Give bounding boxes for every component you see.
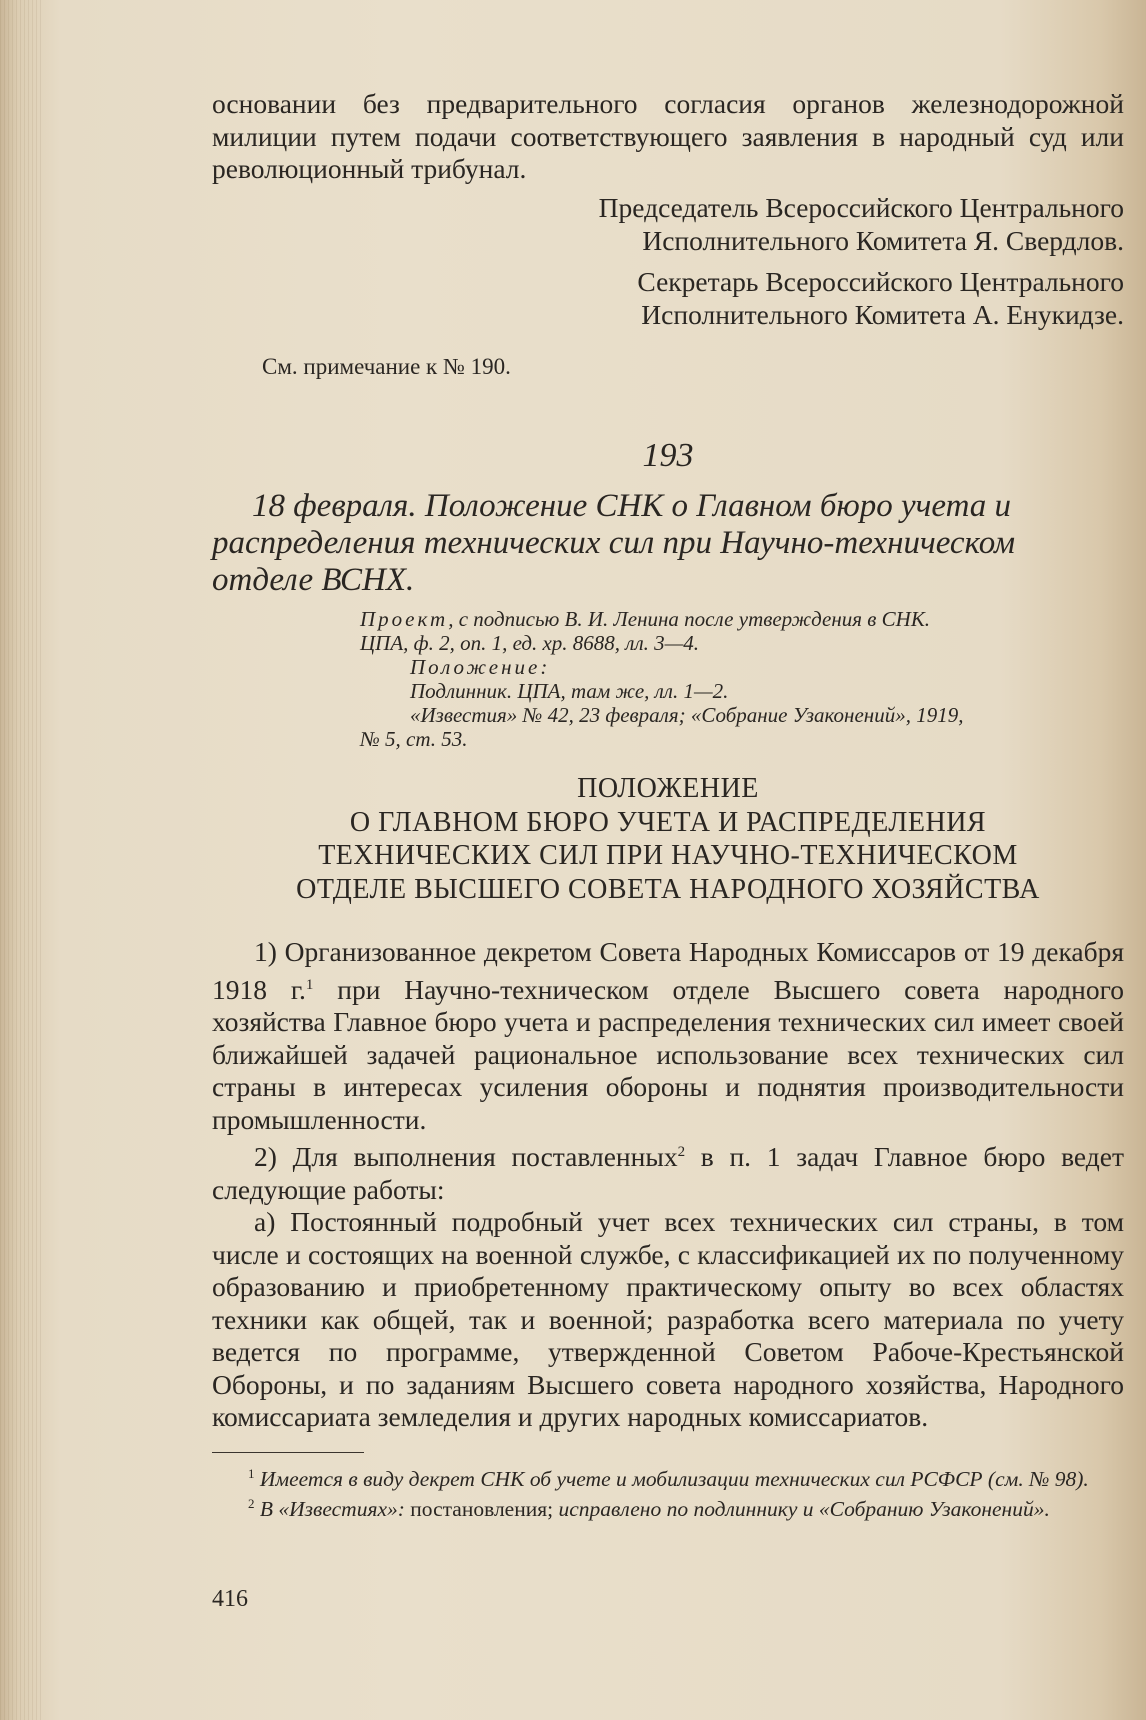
signature-secretary-line1: Секретарь Всероссийского Центрального <box>637 266 1124 297</box>
footnote-2 <box>212 1492 1124 1522</box>
top-paragraph-text: основании без предварительного согласия органов железнодорожной милиции путем подачи соответствующего заявления в народный суд или революционный трибунал. <box>212 88 1124 184</box>
paragraph-1-text-b: при Научно-техническом отделе Высшего совета народного хозяйства Главное бюро учета и распределения технических сил имеет своей ближайшей задачей рациональное использование всех технических сил страны в интересах усиления обороны и поднятия производительности промышленности. <box>212 973 1124 1135</box>
footnote-2-mark: 2 <box>248 1495 255 1511</box>
footnote-1-mark: 1 <box>248 1466 255 1481</box>
footnote-2-mid: постановления; <box>410 1496 554 1521</box>
source-regulation <box>410 656 1124 680</box>
paragraph-1-text-a: 1) Организованное декретом Совета Народных Комиссаров от 19 декабря 1918 г. <box>212 936 1124 1005</box>
footnote-ref-1: 1 <box>305 976 314 993</box>
signature-secretary-line2: Исполнительного Комитета А. Енукидзе. <box>641 298 1124 330</box>
document-title <box>212 488 1124 599</box>
footnote-2-pre: В «Известиях»: <box>259 1496 405 1521</box>
source-notes <box>360 608 1124 632</box>
see-note: См. примечание к № 190. <box>262 354 511 379</box>
source-project <box>360 608 1124 632</box>
heading-line-3: ТЕХНИЧЕСКИХ СИЛ ПРИ НАУЧНО-ТЕХНИЧЕСКОМ <box>318 840 1018 871</box>
source-publication-2: № 5, ст. 53. <box>360 727 468 751</box>
source-regulation-label: Положение: <box>410 655 551 679</box>
regulation-heading <box>212 772 1124 906</box>
heading-line-4: ОТДЕЛЕ ВЫСШЕГО СОВЕТА НАРОДНОГО ХОЗЯЙСТВА <box>296 873 1040 905</box>
footnote-2-post: исправлено по подлиннику и «Собранию Узаконений». <box>558 1496 1050 1521</box>
heading-line-1: ПОЛОЖЕНИЕ <box>577 773 759 804</box>
footnote-1 <box>212 1462 1124 1492</box>
heading-line-2: О ГЛАВНОМ БЮРО УЧЕТА И РАСПРЕДЕЛЕНИЯ <box>349 806 987 838</box>
document-title-text: 18 февраля. Положение СНК о Главном бюро учета и распределения технических сил при Научно-техническом отделе ВСНХ. <box>212 488 1016 598</box>
document-number: 193 <box>642 437 694 474</box>
top-paragraph <box>212 88 1124 186</box>
page-number: 416 <box>212 1586 248 1612</box>
source-publication-1: «Известия» № 42, 23 февраля; «Собрание Узаконений», 1919, <box>410 703 964 727</box>
page-edge-shading <box>0 0 42 1720</box>
source-project-label: Проект <box>360 607 449 631</box>
paragraph-a: а) Постоянный подробный учет всех технических сил страны, в том числе и состоящих на военной службе, с классификацией их по полученному образованию и приобретенному практическому опыту во всех областях техники как общей, так и военной; разработка всего материала по учету ведется по программе, утвержденной Советом Рабоче-Крестьянской Обороны, и по заданиям Высшего совета народного хозяйства, Народного комиссариата земледелия и других народных комиссариатов. <box>212 1206 1124 1433</box>
source-project-archive: ЦПА, ф. 2, оп. 1, ед. хр. 8688, лл. 3—4. <box>360 631 700 655</box>
regulation-body <box>212 936 1124 1434</box>
signature-chairman-line1: Председатель Всероссийского Центрального <box>598 192 1124 223</box>
footnotes <box>212 1462 1124 1521</box>
footnote-divider <box>212 1452 364 1453</box>
paragraph-1 <box>212 936 1124 1136</box>
footnote-1-text: Имеется в виду декрет СНК об учете и мобилизации технических сил РСФСР (см. № 98). <box>259 1467 1089 1492</box>
paragraph-2-text-b: в п. 1 задач Главное бюро ведет следующие работы: <box>212 1141 1124 1205</box>
paragraph-2-text-a: 2) Для выполнения поставленных <box>254 1141 678 1173</box>
signature-chairman-line2: Исполнительного Комитета Я. Свердлов. <box>642 224 1124 256</box>
paragraph-2 <box>212 1136 1124 1206</box>
source-original: Подлинник. ЦПА, там же, лл. 1—2. <box>410 679 729 703</box>
signature-secretary <box>212 266 1124 331</box>
signature-chairman <box>212 192 1124 257</box>
footnote-ref-2: 2 <box>677 1144 686 1161</box>
source-project-rest: , с подписью В. И. Ленина после утверждения в СНК. <box>448 607 931 631</box>
